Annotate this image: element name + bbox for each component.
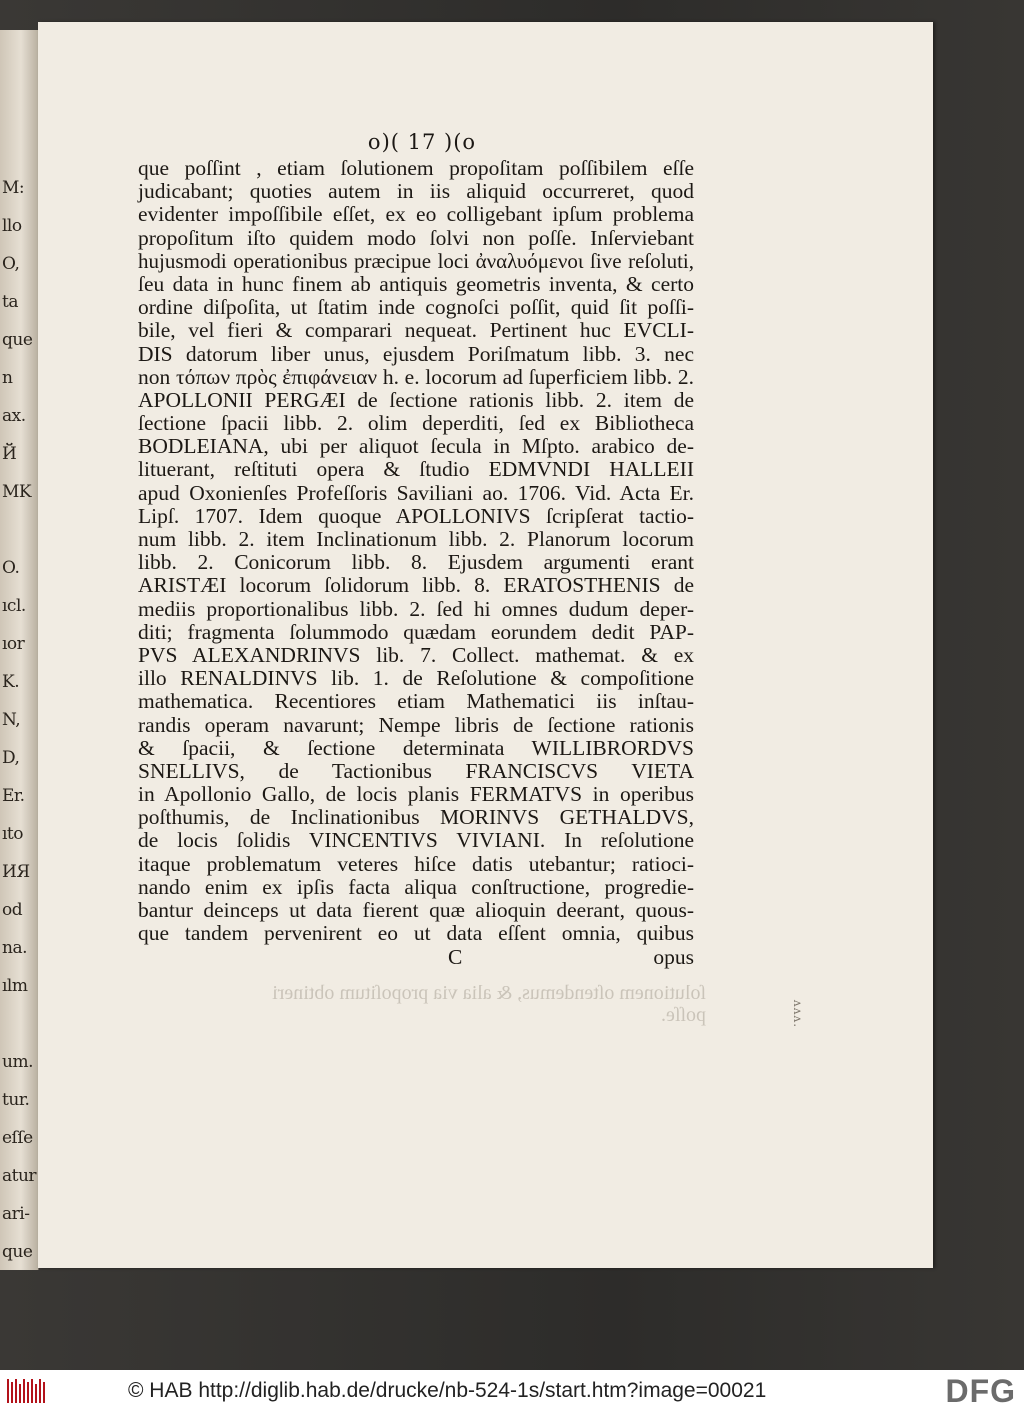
edge-fragment: n bbox=[2, 368, 13, 388]
edge-fragment: D, bbox=[2, 748, 20, 768]
edge-fragment: od bbox=[2, 900, 23, 920]
text-line: nando enim ex ipſis facta aliqua conſtructione, progredie- bbox=[138, 874, 694, 899]
text-line: apud Oxonienſes Profeſſoris Saviliani ao. 1706. Vid. Acta Er. bbox=[138, 480, 694, 505]
signature-mark: C bbox=[448, 945, 463, 970]
text-line: lituerant, reſtituti opera & ſtudio EDMVNDI HALLEII bbox=[138, 457, 694, 482]
text-line: de locis ſolidis VINCENTIVS VIVIANI. In reſolutione bbox=[138, 828, 694, 853]
edge-fragment: llo bbox=[2, 216, 22, 236]
text-line: ARISTÆI locorum ſolidorum libb. 8. ERATOSTHENIS de bbox=[138, 573, 694, 598]
hab-logo-icon bbox=[6, 1376, 46, 1406]
text-line: SNELLIVS, de Tactionibus FRANCISCVS VIETA bbox=[138, 758, 694, 783]
edge-fragment: M: bbox=[2, 178, 25, 198]
edge-fragment: ИЯ bbox=[2, 862, 30, 882]
text-line: mediis proportionalibus libb. 2. ſed hi omnes dudum deper- bbox=[138, 596, 694, 621]
text-line: non τόπων πρὸς ἐπιφάνειαν h. e. locorum ad ſuperficiem libb. 2. bbox=[138, 364, 694, 389]
text-line: & ſpacii, & ſectione determinata WILLIBRORDVS bbox=[138, 735, 694, 760]
text-line: Lipſ. 1707. Idem quoque APOLLONIVS ſcripſerat tactio- bbox=[138, 503, 694, 528]
edge-fragment: Er. bbox=[2, 786, 25, 806]
margin-mark: ʌʌʌ. bbox=[791, 999, 806, 1029]
text-line: ſectione ſpacii libb. 2. olim deperditi, ſed ex Bibliotheca bbox=[138, 411, 694, 436]
edge-fragment: tur. bbox=[2, 1090, 30, 1110]
text-line: PVS ALEXANDRINVS lib. 7. Collect. mathemat. & ex bbox=[138, 642, 694, 667]
bleed-through-text bbox=[146, 982, 706, 1026]
edge-fragment: ıcl. bbox=[2, 596, 26, 616]
copyright-url[interactable]: © HAB http://diglib.hab.de/drucke/nb-524-1s/start.htm?image=00021 bbox=[128, 1379, 767, 1402]
text-line: propoſitum iſto quidem modo ſolvi non poſſe. Inſerviebant bbox=[138, 225, 694, 250]
edge-fragment: ta bbox=[2, 292, 18, 312]
edge-fragment: na. bbox=[2, 938, 27, 958]
text-line: num libb. 2. item Inclinationum libb. 2. Planorum locorum bbox=[138, 527, 694, 551]
signature-line bbox=[138, 945, 694, 971]
edge-fragment: ıor bbox=[2, 634, 25, 654]
edge-fragment: atur bbox=[2, 1166, 37, 1186]
edge-fragment: ıto bbox=[2, 824, 24, 844]
text-line: DIS datorum liber unus, ejusdem Poriſmatum libb. 3. nec bbox=[138, 341, 694, 366]
edge-fragment: O, bbox=[2, 254, 20, 274]
text-line: diti; fragmenta ſolummodo quædam eorundem dedit PAP- bbox=[138, 619, 694, 644]
page-sheet bbox=[38, 22, 933, 1268]
text-line: ordine diſpoſita, ut ſtatim inde cognoſci poſſit, quid ſit poſſi- bbox=[138, 295, 694, 320]
text-line: libb. 2. Conicorum libb. 8. Ejusdem argumenti erant bbox=[138, 550, 694, 575]
text-line: bile, vel fieri & comparari nequeat. Pertinent huc EVCLI- bbox=[138, 318, 694, 343]
edge-fragment: que bbox=[2, 1242, 33, 1262]
text-line: que poſſint , etiam ſolutionem propoſitam poſſibilem eſſe bbox=[138, 156, 694, 180]
text-line: bantur deinceps ut data fierent quæ alioquin deerant, quous- bbox=[138, 898, 694, 922]
edge-fragment: que bbox=[2, 330, 33, 350]
text-line: illo RENALDINVS lib. 1. de Reſolutione & compoſitione bbox=[138, 666, 694, 691]
edge-fragment: um. bbox=[2, 1052, 33, 1072]
footer-bar bbox=[0, 1370, 1024, 1412]
text-line: in Apollonio Gallo, de locis planis FERMATVS in operibus bbox=[138, 782, 694, 807]
page-content bbox=[138, 130, 694, 971]
edge-fragment: MK bbox=[2, 482, 32, 502]
text-line: ſeu data in hunc finem ab antiquis geometris inventa, & certo bbox=[138, 271, 694, 296]
dfg-logo: DFG bbox=[945, 1373, 1016, 1409]
text-block bbox=[138, 157, 694, 945]
text-line: mathematica. Recentiores etiam Mathematici iis inſtau- bbox=[138, 689, 694, 714]
page-number: o)( 17 )(o bbox=[367, 130, 477, 154]
edge-fragment: K. bbox=[2, 672, 20, 692]
text-line: itaque problematum veteres hiſce datis utebantur; ratioci- bbox=[138, 851, 694, 876]
text-line: poſthumis, de Inclinationibus MORINVS GETHALDVS, bbox=[138, 805, 694, 830]
previous-page-edge bbox=[0, 30, 39, 1270]
text-line: APOLLONII PERGÆI de ſectione rationis libb. 2. item de bbox=[138, 387, 694, 412]
text-line: que tandem pervenirent eo ut data eſſent omnia, quibus bbox=[138, 921, 694, 946]
text-line: evidenter impoſſibile eſſet, ex eo colligebant ipſum problema bbox=[138, 202, 694, 227]
edge-fragment: eſſe bbox=[2, 1128, 33, 1148]
catchword: opus bbox=[653, 945, 694, 970]
bleed-through-line: ſolutionem oſtendemus, & alia via propoſitum obtineri bbox=[272, 982, 706, 1004]
text-line: BODLEIANA, ubi per aliquot ſecula in Mſpto. arabico de- bbox=[138, 434, 694, 459]
edge-fragment: Й bbox=[2, 444, 17, 464]
text-line: judicabant; quoties autem in iis aliquid occurreret, quod bbox=[138, 179, 694, 204]
bleed-through-line: poſſe. bbox=[661, 1004, 706, 1026]
edge-fragment: O. bbox=[2, 558, 20, 578]
edge-fragment: ılm bbox=[2, 976, 28, 996]
edge-fragment: N, bbox=[2, 710, 21, 730]
text-line: hujusmodi operationibus præcipue loci ἀναλυόμενοι ſive reſoluti, bbox=[138, 248, 694, 273]
edge-fragment: ari- bbox=[2, 1204, 30, 1224]
edge-fragment: ax. bbox=[2, 406, 26, 426]
text-line: randis operam navarunt; Nempe libris de ſectione rationis bbox=[138, 712, 694, 737]
